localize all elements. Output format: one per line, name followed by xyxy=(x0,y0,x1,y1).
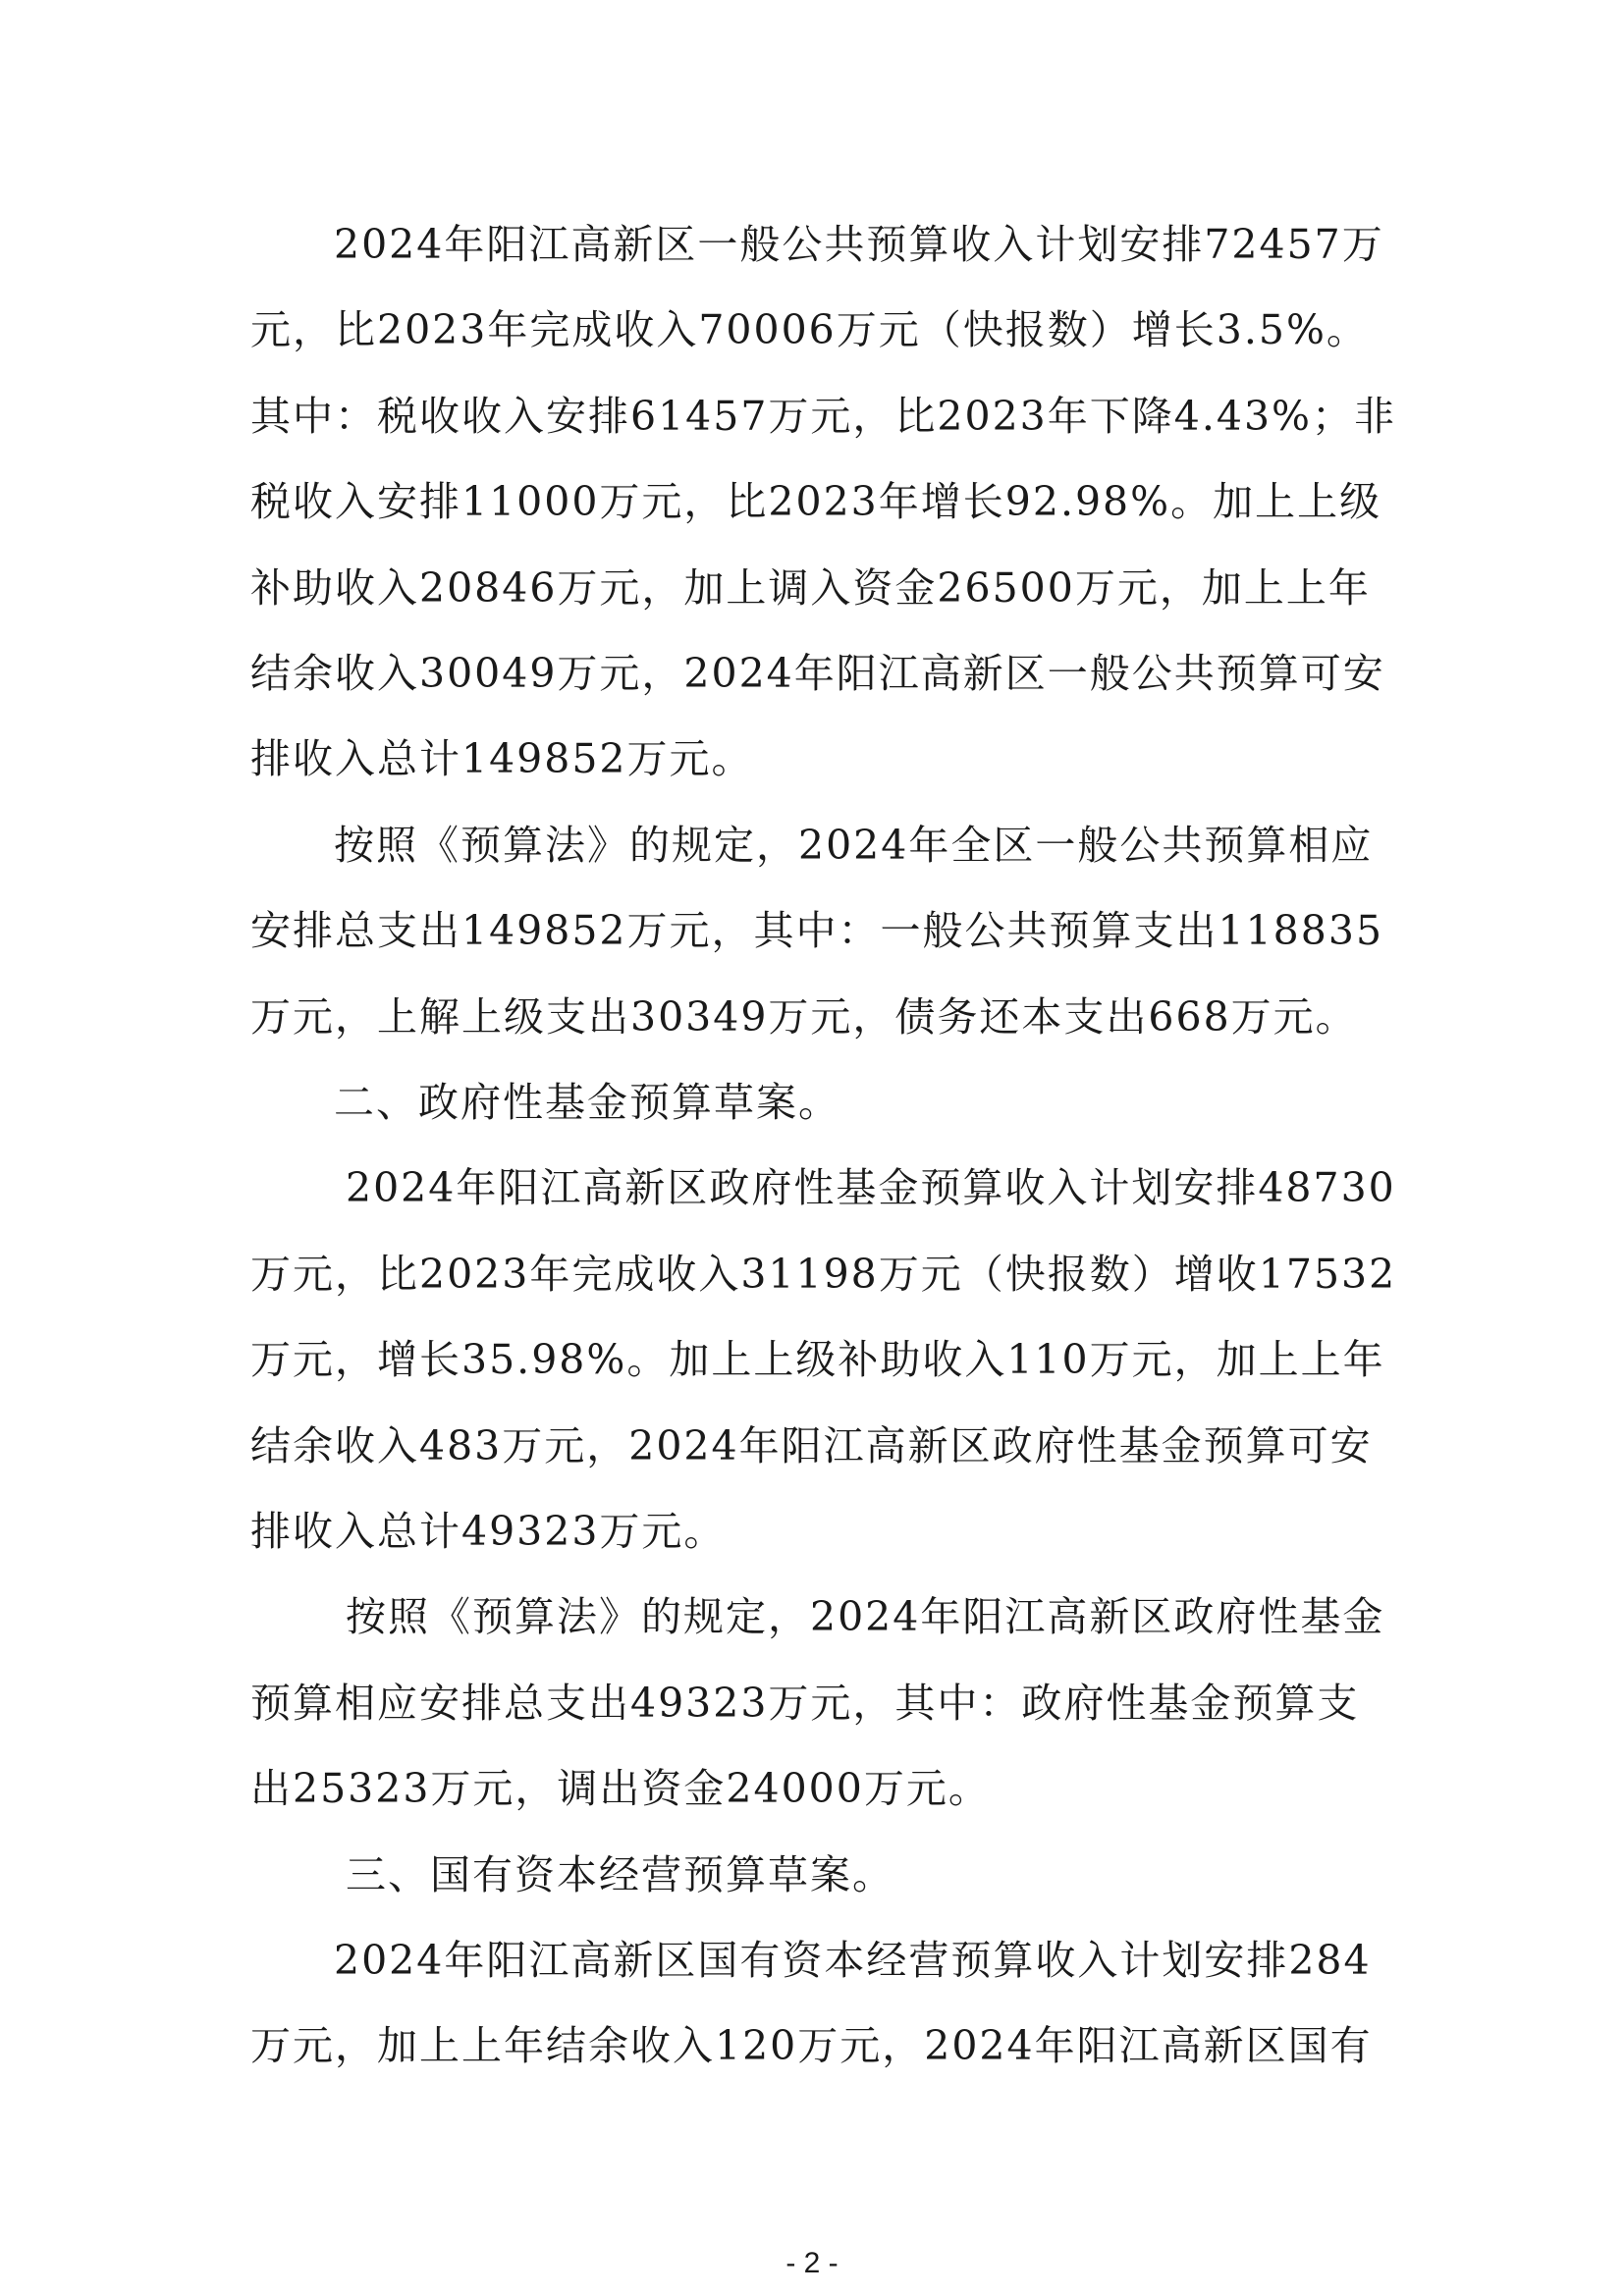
text-line: 补助收入20846万元，加上调入资金26500万元，加上上年 xyxy=(250,564,1371,612)
text-line: 按照《预算法》的规定，2024年阳江高新区政府性基金 xyxy=(346,1593,1385,1640)
text-line: 元，比2023年完成收入70006万元（快报数）增长3.5%。 xyxy=(250,306,1369,353)
text-line: 其中：税收收入安排61457万元，比2023年下降4.43%；非 xyxy=(250,393,1397,440)
text-line: 万元，增长35.98%。加上上级补助收入110万元，加上上年 xyxy=(250,1336,1385,1383)
text-line: 2024年阳江高新区一般公共预算收入计划安排72457万 xyxy=(334,221,1384,268)
page-number: - 2 - xyxy=(785,2247,839,2279)
text-line: 按照《预算法》的规定，2024年全区一般公共预算相应 xyxy=(334,822,1374,869)
text-line: 结余收入30049万元，2024年阳江高新区一般公共预算可安 xyxy=(250,650,1385,697)
text-line: 预算相应安排总支出49323万元，其中：政府性基金预算支 xyxy=(250,1680,1360,1727)
text-line: 万元，比2023年完成收入31198万元（快报数）增收17532 xyxy=(250,1251,1397,1298)
text-line: 结余收入483万元，2024年阳江高新区政府性基金预算可安 xyxy=(250,1422,1373,1469)
section-heading: 三、国有资本经营预算草案。 xyxy=(346,1851,894,1898)
text-line: 排收入总计49323万元。 xyxy=(250,1508,727,1555)
text-line: 税收入安排11000万元，比2023年增长92.98%。加上上级 xyxy=(250,478,1382,525)
text-line: 出25323万元，调出资金24000万元。 xyxy=(250,1765,991,1812)
text-line: 2024年阳江高新区国有资本经营预算收入计划安排284 xyxy=(334,1937,1372,1984)
text-line: 排收入总计149852万元。 xyxy=(250,735,754,782)
text-line: 万元，加上上年结余收入120万元，2024年阳江高新区国有 xyxy=(250,2022,1373,2069)
text-line: 2024年阳江高新区政府性基金预算收入计划安排48730 xyxy=(346,1164,1396,1211)
text-line: 万元，上解上级支出30349万元，债务还本支出668万元。 xyxy=(250,993,1358,1041)
text-line: 安排总支出149852万元，其中：一般公共预算支出118835 xyxy=(250,907,1384,954)
section-heading: 二、政府性基金预算草案。 xyxy=(334,1079,840,1126)
